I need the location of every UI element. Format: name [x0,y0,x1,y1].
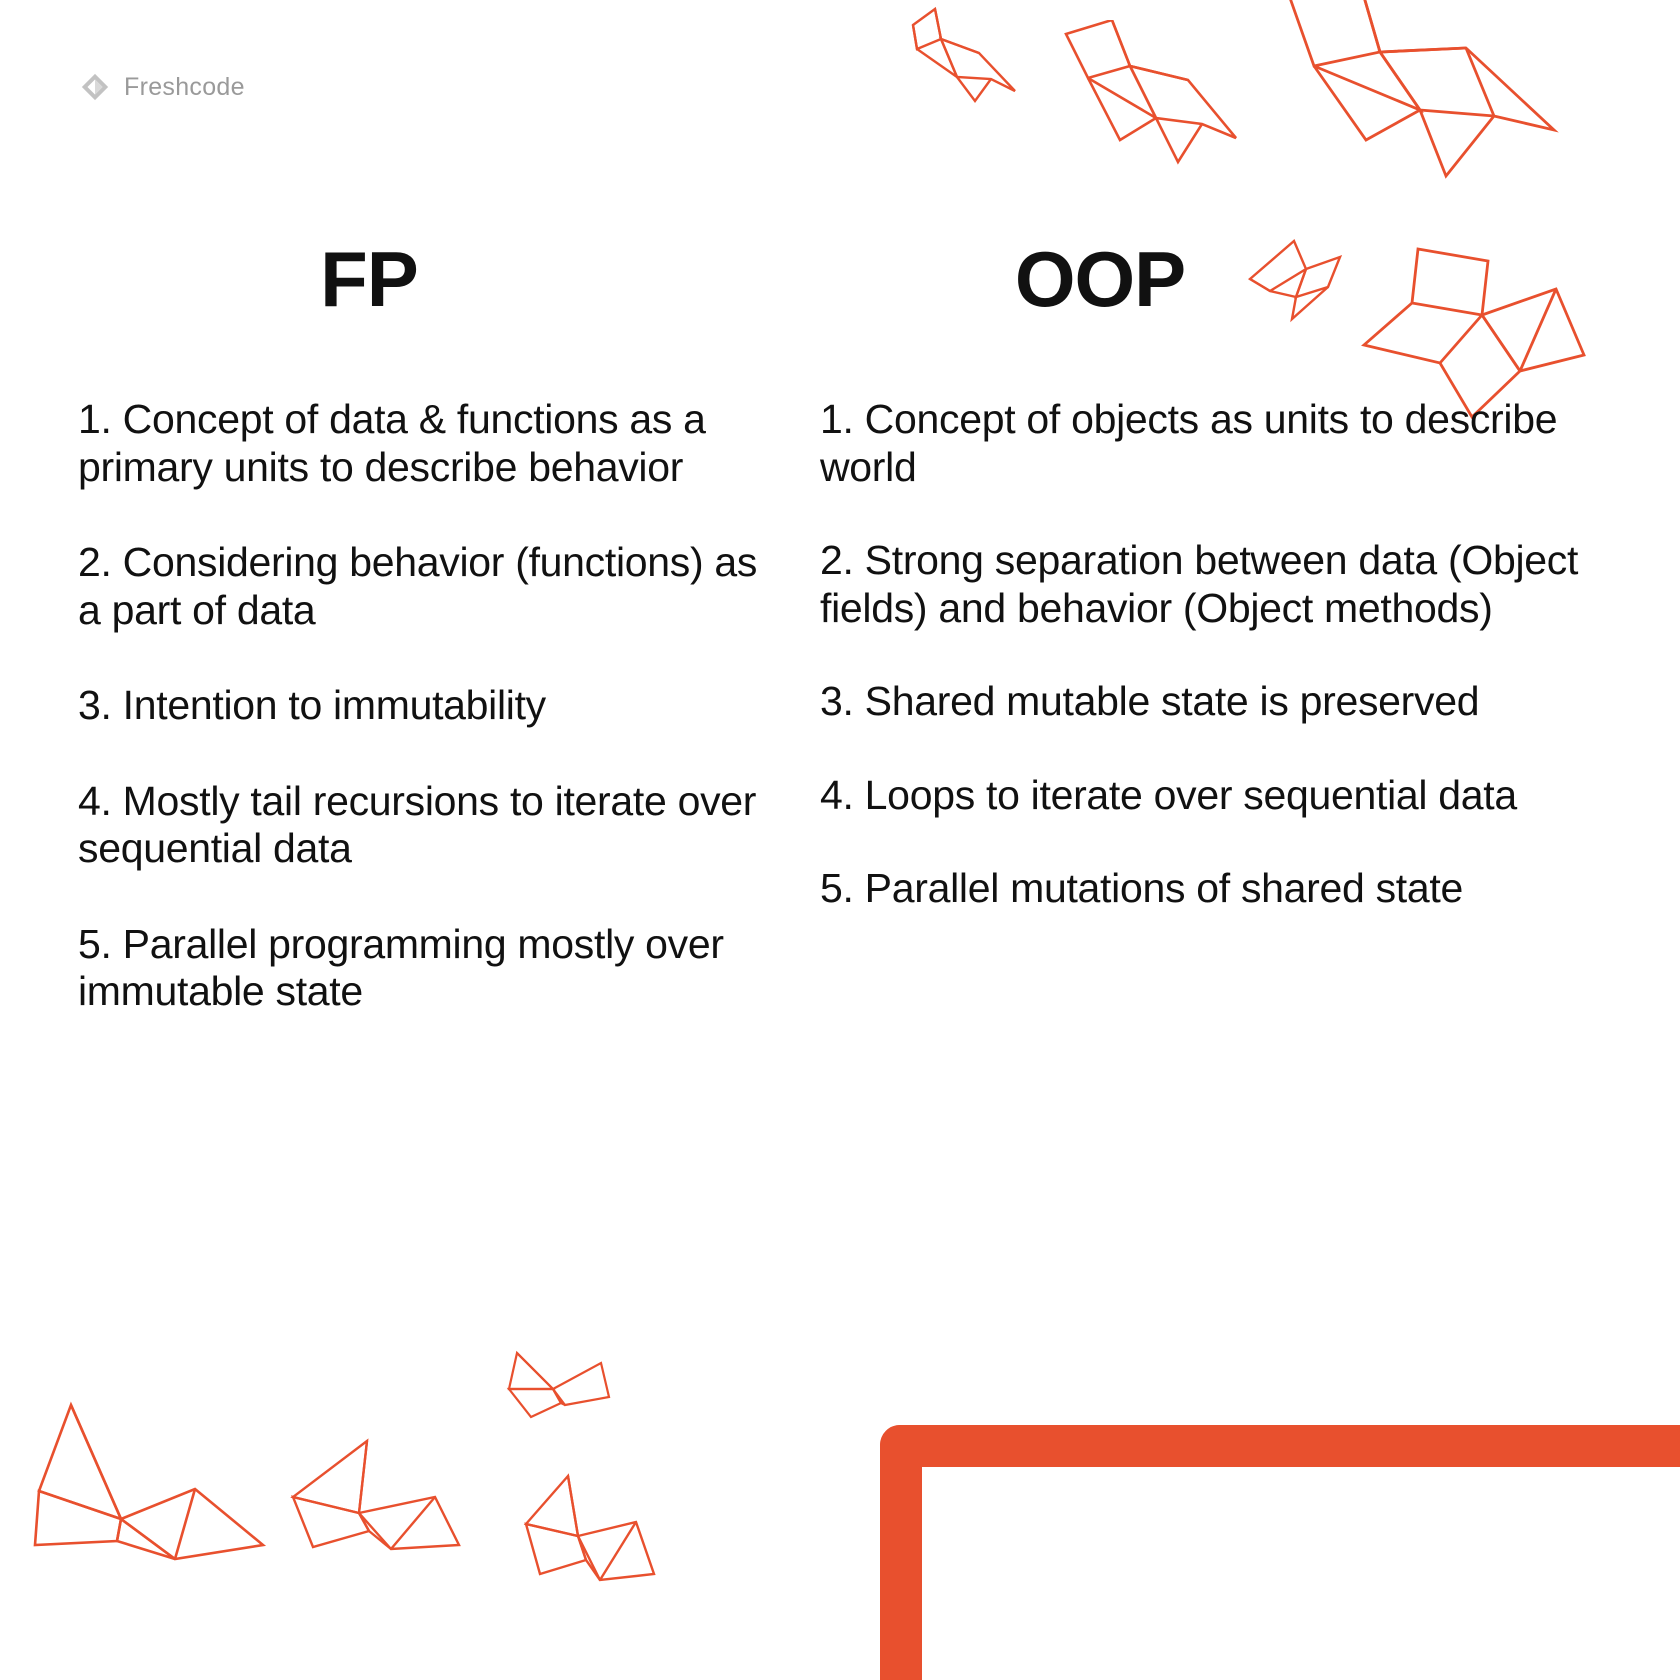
origami-butterfly-icon [505,1345,615,1435]
column-oop [810,235,1680,1016]
list-item: 1. Concept of objects as units to describe world [820,396,1558,490]
origami-crane-icon [1060,20,1240,190]
column-title-fp: FP [320,235,418,323]
column-fp [0,235,810,1016]
list-item: 3. Intention to immutability [78,682,546,729]
list-item: 4. Loops to iterate over sequential data [820,771,1517,818]
list-item: 2. Strong separation between data (Object fields) and behavior (Object methods) [820,537,1579,631]
origami-crane-icon [895,5,1025,115]
freshcode-diamond-icon [80,72,110,102]
frame-left-bar [880,1425,922,1680]
brand-logo [80,72,245,102]
origami-butterfly-icon [520,1470,660,1600]
origami-butterfly-icon [285,1435,465,1585]
orange-corner-frame [880,1425,1680,1680]
brand-name: Freshcode [124,72,245,101]
column-title-oop: OOP [1014,235,1186,323]
origami-butterfly-icon [25,1395,275,1595]
list-item: 5. Parallel mutations of shared state [820,865,1463,912]
list-item: 1. Concept of data & functions as a primary units to describe behavior [78,396,706,490]
frame-top-bar [880,1425,1680,1467]
list-item: 4. Mostly tail recursions to iterate over sequential data [78,777,757,872]
list-item: 5. Parallel programming mostly over immutable state [78,920,724,1015]
list-item: 3. Shared mutable state is preserved [820,678,1480,725]
comparison-columns [0,235,1680,1016]
list-item: 2. Considering behavior (functions) as a part of data [78,539,758,633]
origami-crane-icon [1270,0,1560,190]
